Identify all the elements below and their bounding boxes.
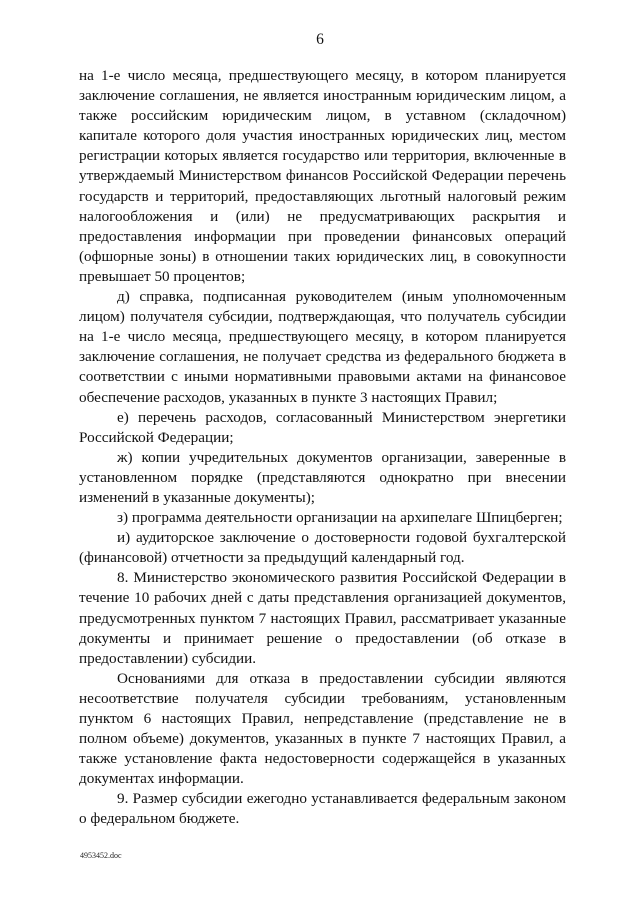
paragraph-clause-9: 9. Размер субсидии ежегодно устанавливается федеральным законом о федеральном бюджете.: [79, 790, 566, 828]
paragraph-item-d: д) справка, подписанная руководителем (иным уполномоченным лицом) получателя субсидии, подтверждающая, что получатель субсидии на 1-е число месяца, предшествующего месяцу, в котором планируется заключение соглашения, не получает средства из федерального бюджета в соответствии с иными нормативными правовыми актами на финансовое обеспечение расходов, указанных в пункте 3 настоящих Правил;: [79, 288, 566, 406]
paragraph-item-z: з) программа деятельности организации на архипелаге Шпицберген;: [117, 509, 563, 527]
paragraph-item-i: и) аудиторское заключение о достоверности годовой бухгалтерской (финансовой) отчетности за предыдущий календарный год.: [79, 529, 566, 567]
paragraph-clause-8: 8. Министерство экономического развития Российской Федерации в течение 10 рабочих дней с даты представления организацией документов, предусмотренных пунктом 7 настоящих Правил, рассматривает указанные документы и принимает решение о предоставлении (об отказе в предоставлении) субсидии.: [79, 569, 566, 667]
document-filename: 4953452.doc: [80, 851, 122, 860]
page-number: 6: [316, 31, 324, 48]
paragraph-item-zh: ж) копии учредительных документов организации, заверенные в установленном порядке (представляются однократно при внесении изменений в указанные документы);: [79, 448, 566, 506]
paragraph-refusal-grounds: Основаниями для отказа в предоставлении субсидии являются несоответствие получателя субсидии требованиям, установленным пунктом 6 настоящих Правил, непредставление (представление не в полном объеме) документов, указанных в пункте 7 настоящих Правил, а также установление факта недостоверности содержащейся в указанных документах информации.: [79, 669, 566, 788]
document-body: [79, 66, 566, 830]
paragraph-item-e: е) перечень расходов, согласованный Министерством энергетики Российской Федерации;: [79, 408, 566, 446]
paragraph-continuation: на 1-е число месяца, предшествующего месяцу, в котором планируется заключение соглашения, не является иностранным юридическим лицом, а также российским юридическим лицом, в уставном (складочном) капитале которого доля участия иностранных юридических лиц, местом регистрации которых является государство или территория, включенные в утверждаемый Министерством финансов Российской Федерации перечень государств и территорий, предоставляющих льготный налоговый режим налогообложения и (или) не предусматривающих раскрытия и предоставления информации при проведении финансовых операций (офшорные зоны) в отношении таких юридических лиц, в совокупности превышает 50 процентов;: [79, 67, 566, 285]
